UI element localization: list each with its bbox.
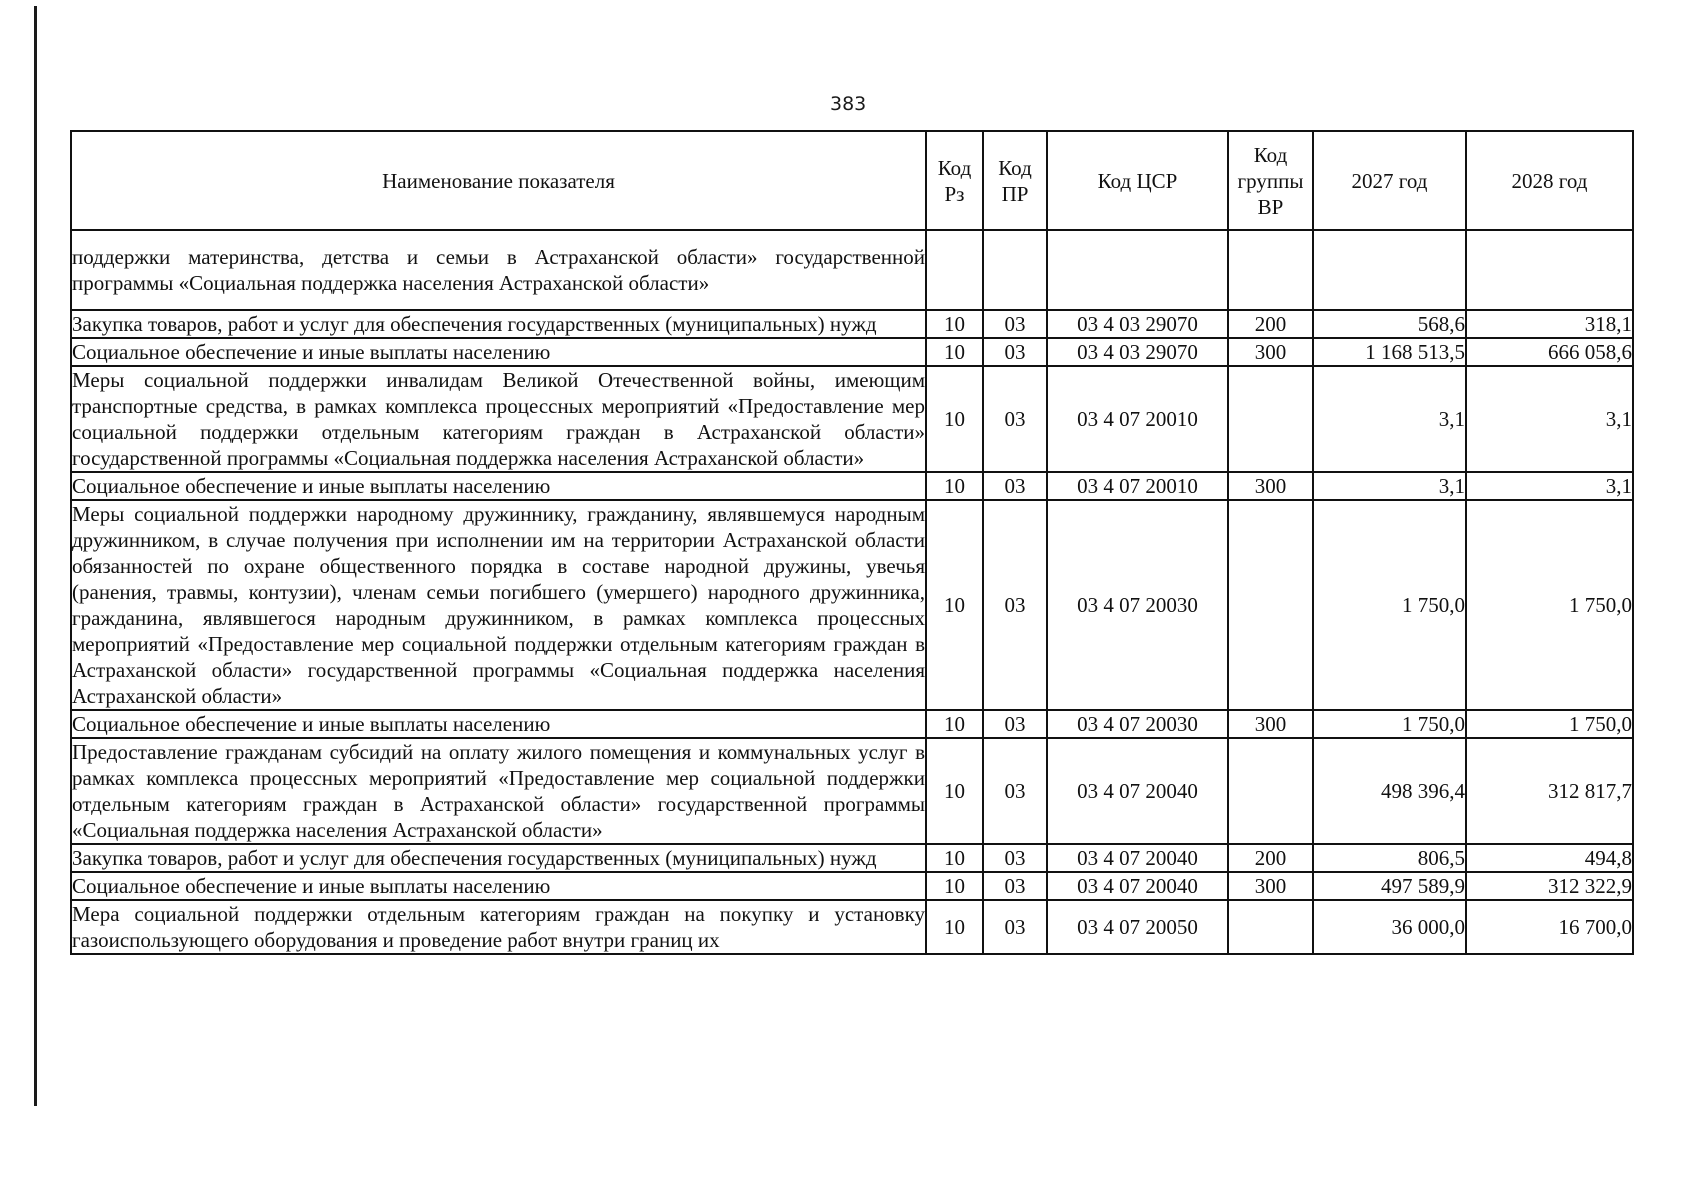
row-2028: 666 058,6 [1466, 338, 1633, 366]
row-pr [983, 230, 1047, 310]
row-vr [1228, 900, 1313, 954]
table-row [71, 844, 1633, 872]
row-vr: 300 [1228, 338, 1313, 366]
row-rz: 10 [926, 338, 983, 366]
row-csr: 03 4 07 20040 [1047, 738, 1228, 844]
header-pr: Код ПР [983, 131, 1047, 230]
table-row [71, 472, 1633, 500]
row-csr: 03 4 07 20010 [1047, 366, 1228, 472]
row-pr: 03 [983, 872, 1047, 900]
row-csr: 03 4 03 29070 [1047, 338, 1228, 366]
row-2028: 312 817,7 [1466, 738, 1633, 844]
row-name: поддержки материнства, детства и семьи в Астраханской области» государственной программы «Социальная поддержка населения Астраханской области» [71, 230, 926, 310]
row-rz: 10 [926, 366, 983, 472]
row-name: Меры социальной поддержки народному дружиннику, гражданину, являвшемуся народным дружинником, в случае получения при исполнении им на территории Астраханской области обязанностей по охране общественного порядка в составе народной дружины, увечья (ранения, травмы, контузии), членам семьи погибшего (умершего) народного дружинника, гражданина, являвшегося народным дружинником, в рамках комплекса процессных мероприятий «Предоставление мер социальной поддержки отдельным категориям граждан в Астраханской области» государственной программы «Социальная поддержка населения Астраханской области» [72, 502, 925, 708]
row-2027: 1 750,0 [1313, 500, 1466, 710]
row-pr: 03 [983, 500, 1047, 710]
row-name: Социальное обеспечение и иные выплаты населению [71, 872, 926, 900]
row-rz: 10 [926, 738, 983, 844]
row-rz: 10 [926, 710, 983, 738]
row-vr: 300 [1228, 710, 1313, 738]
table-row [71, 310, 1633, 338]
table-row [71, 872, 1633, 900]
row-2028: 312 322,9 [1466, 872, 1633, 900]
row-rz: 10 [926, 500, 983, 710]
table-header-row [71, 131, 1633, 230]
row-csr: 03 4 03 29070 [1047, 310, 1228, 338]
table-row [71, 500, 1633, 710]
table-row [71, 338, 1633, 366]
row-2027: 3,1 [1313, 366, 1466, 472]
row-pr: 03 [983, 710, 1047, 738]
row-pr: 03 [983, 472, 1047, 500]
row-2027: 498 396,4 [1313, 738, 1466, 844]
row-vr: 200 [1228, 844, 1313, 872]
row-pr: 03 [983, 844, 1047, 872]
row-2028: 1 750,0 [1466, 710, 1633, 738]
table-row [71, 366, 1633, 472]
row-2027: 36 000,0 [1313, 900, 1466, 954]
row-rz: 10 [926, 310, 983, 338]
row-name: Социальное обеспечение и иные выплаты населению [71, 338, 926, 366]
row-2027: 3,1 [1313, 472, 1466, 500]
row-name: Мера социальной поддержки отдельным категориям граждан на покупку и установку газоиспользующего оборудования и проведение работ внутри границ их [72, 902, 925, 952]
row-2027: 568,6 [1313, 310, 1466, 338]
row-name: Предоставление гражданам субсидий на оплату жилого помещения и коммунальных услуг в рамках комплекса процессных мероприятий «Предоставление мер социальной поддержки отдельным категориям граждан в Астраханской области» государственной программы «Социальная поддержка населения Астраханской области» [72, 740, 925, 842]
row-csr: 03 4 07 20040 [1047, 872, 1228, 900]
row-vr [1228, 230, 1313, 310]
page-number: 383 [830, 93, 867, 115]
row-vr: 300 [1228, 872, 1313, 900]
row-csr: 03 4 07 20040 [1047, 844, 1228, 872]
row-pr: 03 [983, 366, 1047, 472]
table-row [71, 900, 1633, 954]
row-name: Социальное обеспечение и иные выплаты населению [71, 472, 926, 500]
row-2027: 1 168 513,5 [1313, 338, 1466, 366]
row-2027: 1 750,0 [1313, 710, 1466, 738]
row-2028 [1466, 230, 1633, 310]
row-vr: 200 [1228, 310, 1313, 338]
row-csr: 03 4 07 20050 [1047, 900, 1228, 954]
row-rz: 10 [926, 900, 983, 954]
header-name: Наименование показателя [71, 131, 926, 230]
row-name: Социальное обеспечение и иные выплаты населению [71, 710, 926, 738]
row-name: Меры социальной поддержки инвалидам Великой Отечественной войны, имеющим транспортные средства, в рамках комплекса процессных мероприятий «Предоставление мер социальной поддержки отдельным категориям граждан в Астраханской области» государственной программы «Социальная поддержка населения Астраханской области» [72, 368, 925, 470]
row-pr: 03 [983, 900, 1047, 954]
table-row [71, 230, 1633, 310]
table-row [71, 710, 1633, 738]
row-pr: 03 [983, 310, 1047, 338]
header-vr: Код группы ВР [1228, 131, 1313, 230]
row-name: Закупка товаров, работ и услуг для обеспечения государственных (муниципальных) нужд [71, 844, 926, 872]
row-2028: 3,1 [1466, 366, 1633, 472]
row-2028: 16 700,0 [1466, 900, 1633, 954]
row-vr [1228, 500, 1313, 710]
row-csr: 03 4 07 20030 [1047, 500, 1228, 710]
row-2028: 318,1 [1466, 310, 1633, 338]
row-2027: 497 589,9 [1313, 872, 1466, 900]
row-rz: 10 [926, 872, 983, 900]
row-csr: 03 4 07 20030 [1047, 710, 1228, 738]
row-2027: 806,5 [1313, 844, 1466, 872]
row-rz: 10 [926, 844, 983, 872]
budget-table [70, 130, 1634, 955]
header-2027: 2027 год [1313, 131, 1466, 230]
row-rz: 10 [926, 472, 983, 500]
row-2028: 494,8 [1466, 844, 1633, 872]
row-csr: 03 4 07 20010 [1047, 472, 1228, 500]
row-2027 [1313, 230, 1466, 310]
row-pr: 03 [983, 338, 1047, 366]
row-2028: 3,1 [1466, 472, 1633, 500]
row-vr: 300 [1228, 472, 1313, 500]
header-2028: 2028 год [1466, 131, 1633, 230]
row-rz [926, 230, 983, 310]
header-rz: Код Рз [926, 131, 983, 230]
row-csr [1047, 230, 1228, 310]
row-vr [1228, 366, 1313, 472]
page-edge-line [34, 6, 37, 1106]
header-csr: Код ЦСР [1047, 131, 1228, 230]
row-2028: 1 750,0 [1466, 500, 1633, 710]
row-vr [1228, 738, 1313, 844]
table-row [71, 738, 1633, 844]
row-name: Закупка товаров, работ и услуг для обеспечения государственных (муниципальных) нужд [71, 310, 926, 338]
row-pr: 03 [983, 738, 1047, 844]
